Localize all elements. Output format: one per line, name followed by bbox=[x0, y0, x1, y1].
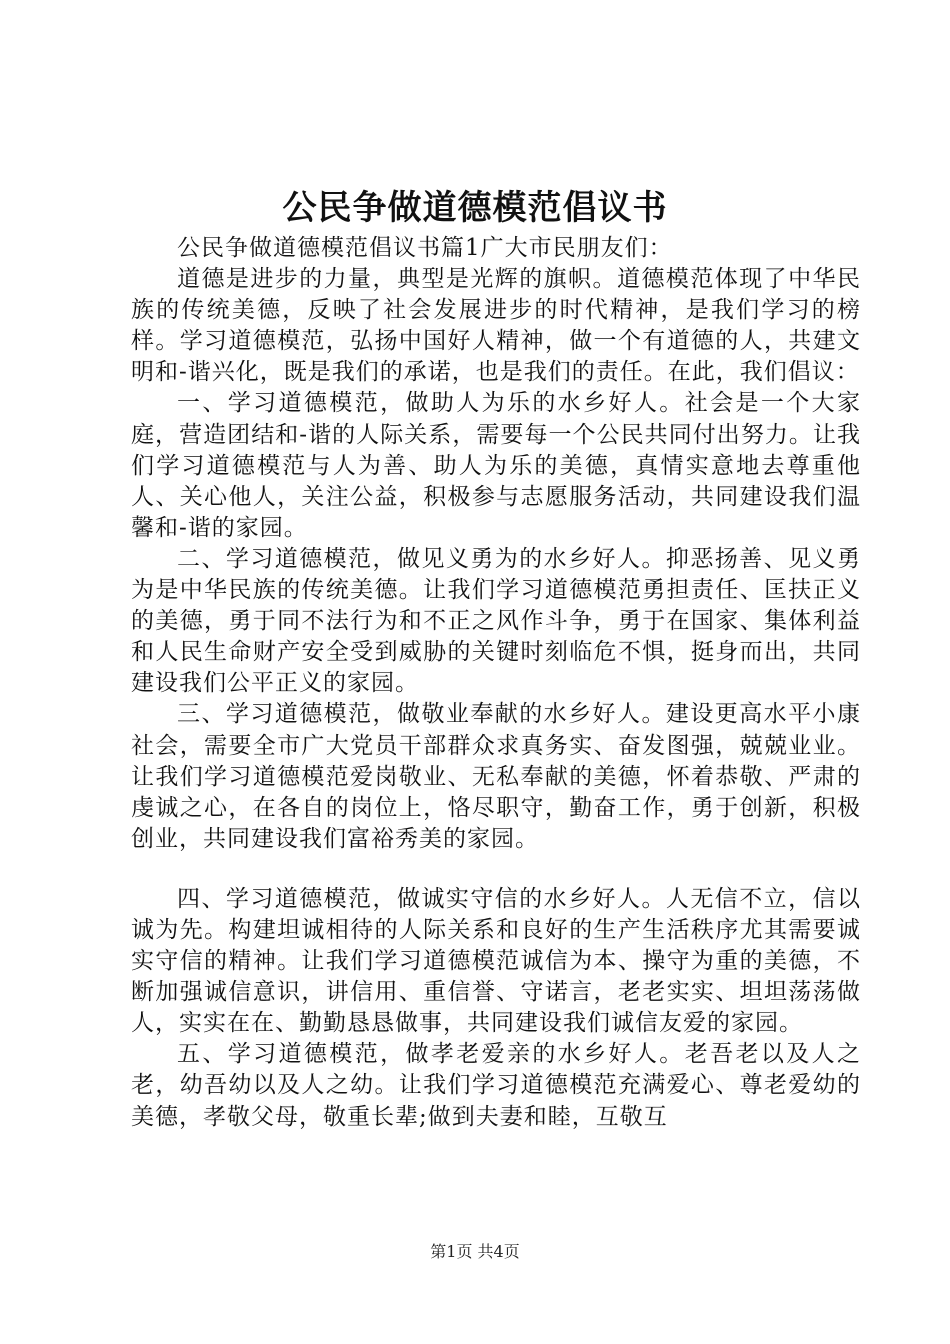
paragraph-item-3: 三、学习道德模范，做敬业奉献的水乡好人。建设更高水平小康社会，需要全市广大党员干部群众求真务实、奋发图强，兢兢业业。让我们学习道德模范爱岗敬业、无私奉献的美德，怀着恭敬、严肃的虔诚之心，在各自的岗位上，恪尽职守，勤奋工作，勇于创新，积极创业，共同建设我们富裕秀美的家园。 bbox=[131, 701, 861, 852]
document-body bbox=[131, 233, 861, 1133]
page-number-footer: 第1页 共4页 bbox=[430, 1242, 520, 1261]
paragraph-item-5: 五、学习道德模范，做孝老爱亲的水乡好人。老吾老以及人之老，幼吾幼以及人之幼。让我们学习道德模范充满爱心、尊老爱幼的美德，孝敬父母，敬重长辈;做到夫妻和睦，互敬互 bbox=[131, 1041, 861, 1130]
paragraph-greeting: 公民争做道德模范倡议书篇1广大市民朋友们： bbox=[177, 235, 673, 261]
paragraph-intro: 道德是进步的力量，典型是光辉的旗帜。道德模范体现了中华民族的传统美德，反映了社会发展进步的时代精神，是我们学习的榜样。学习道德模范，弘扬中国好人精神，做一个有道德的人，共建文明和-谐兴化，既是我们的承诺，也是我们的责任。在此，我们倡议： bbox=[131, 266, 861, 386]
paragraph-item-2: 二、学习道德模范，做见义勇为的水乡好人。抑恶扬善、见义勇为是中华民族的传统美德。让我们学习道德模范勇担责任、匡扶正义的美德，勇于同不法行为和不正之风作斗争，勇于在国家、集体利益和人民生命财产安全受到威胁的关键时刻临危不惧，挺身而出，共同建设我们公平正义的家园。 bbox=[131, 545, 861, 697]
paragraph-item-4: 四、学习道德模范，做诚实守信的水乡好人。人无信不立，信以诚为先。构建坦诚相待的人际关系和良好的生产生活秩序尤其需要诚实守信的精神。让我们学习道德模范诚信为本、操守为重的美德，不断加强诚信意识，讲信用、重信誉、守诺言，老老实实、坦坦荡荡做人，实实在在、勤勤恳恳做事，共同建设我们诚信友爱的家园。 bbox=[131, 885, 861, 1037]
document-title: 公民争做道德模范倡议书 bbox=[282, 188, 668, 228]
paragraph-item-1: 一、学习道德模范，做助人为乐的水乡好人。社会是一个大家庭，营造团结和-谐的人际关系，需要每一个公民共同付出努力。让我们学习道德模范与人为善、助人为乐的美德，真情实意地去尊重他人、关心他人，关注公益，积极参与志愿服务活动，共同建设我们温馨和-谐的家园。 bbox=[131, 390, 861, 541]
